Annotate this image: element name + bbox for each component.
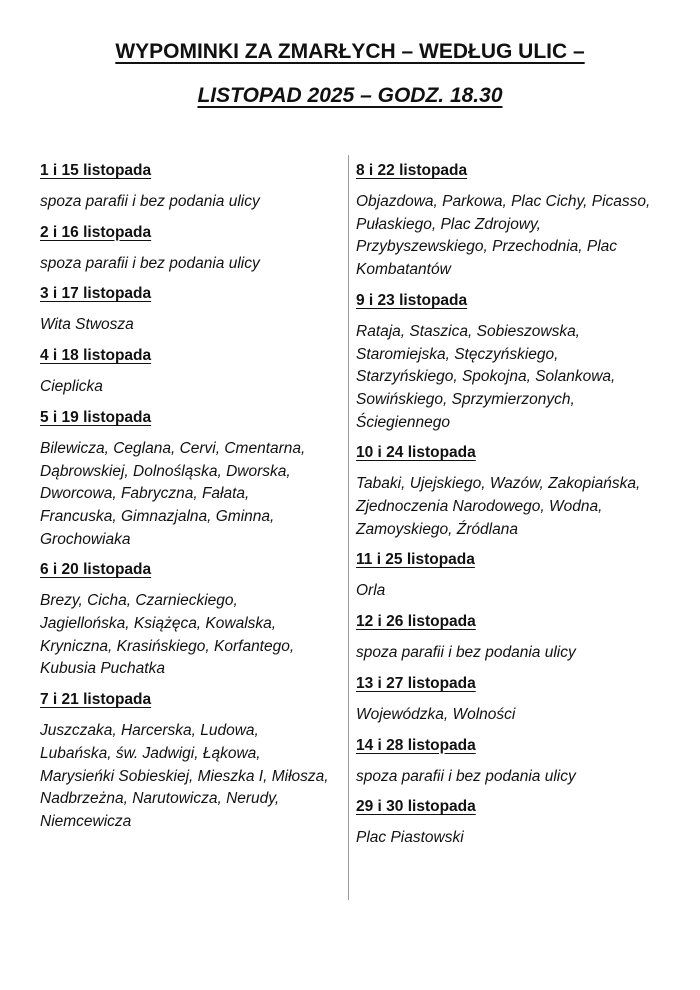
entry-date: 9 i 23 listopada: [356, 291, 468, 309]
schedule-entry: [356, 673, 656, 727]
left-column: [40, 160, 330, 842]
entry-streets: spoza parafii i bez podania ulicy: [40, 254, 260, 272]
page-title: [0, 30, 700, 118]
entry-date: 12 i 26 listopada: [356, 613, 476, 631]
schedule-entry: [356, 735, 656, 789]
schedule-entry: [40, 222, 330, 276]
entry-streets: Orla: [356, 582, 386, 600]
schedule-entry: [40, 407, 330, 552]
column-divider: [348, 155, 349, 900]
entry-streets: Juszczaka, Harcerska, Ludowa, Lubańska, św. Jadwigi, Łąkowa, Marysieńki Sobieskiej, Mieszka I, Miłosza, Nadbrzeżna, Narutowicza, Nerudy, Niemcewicza: [40, 722, 329, 830]
title-line-1: WYPOMINKI ZA ZMARŁYCH – WEDŁUG ULIC –: [115, 40, 585, 63]
entry-date: 10 i 24 listopada: [356, 444, 476, 462]
entry-streets: Objazdowa, Parkowa, Plac Cichy, Picasso, Pułaskiego, Plac Zdrojowy, Przybyszewskiego, Przechodnia, Plac Kombatantów: [356, 193, 651, 279]
entry-date: 13 i 27 listopada: [356, 674, 476, 692]
title-line-2: LISTOPAD 2025 – GODZ. 18.30: [197, 84, 503, 107]
entry-date: 5 i 19 listopada: [40, 408, 152, 426]
schedule-entry: [40, 283, 330, 337]
schedule-entry: [40, 689, 330, 834]
schedule-entry: [356, 442, 656, 541]
entry-date: 2 i 16 listopada: [40, 223, 152, 241]
schedule-entry: [40, 160, 330, 214]
schedule-entry: [40, 559, 330, 681]
entry-date: 29 i 30 listopada: [356, 798, 476, 816]
right-column: [356, 160, 656, 858]
entry-streets: Tabaki, Ujejskiego, Wazów, Zakopiańska, Zjednoczenia Narodowego, Wodna, Zamoyskiego, Źródlana: [356, 475, 641, 538]
entry-date: 4 i 18 listopada: [40, 347, 152, 365]
entry-streets: Brezy, Cicha, Czarnieckiego, Jagiellońska, Książęca, Kowalska, Kryniczna, Krasińskiego, Korfantego, Kubusia Puchatka: [40, 592, 295, 678]
entry-streets: Wita Stwosza: [40, 316, 134, 334]
entry-date: 11 i 25 listopada: [356, 551, 475, 569]
entry-streets: Cieplicka: [40, 378, 103, 396]
schedule-entry: [356, 549, 656, 603]
schedule-entry: [356, 160, 656, 282]
schedule-entry: [40, 345, 330, 399]
schedule-entry: [356, 611, 656, 665]
schedule-entry: [356, 290, 656, 435]
entry-date: 8 i 22 listopada: [356, 162, 468, 179]
entry-date: 6 i 20 listopada: [40, 561, 152, 579]
schedule-entry: [356, 796, 656, 850]
entry-streets: Rataja, Staszica, Sobieszowska, Staromiejska, Stęczyńskiego, Starzyńskiego, Spokojna, Solankowa, Sowińskiego, Sprzymierzonych, Ściegiennego: [356, 322, 616, 431]
entry-streets: spoza parafii i bez podania ulicy: [356, 767, 576, 785]
entry-streets: spoza parafii i bez podania ulicy: [356, 644, 576, 662]
entry-streets: Wojewódzka, Wolności: [356, 705, 516, 723]
entry-date: 7 i 21 listopada: [40, 691, 152, 709]
entry-date: 1 i 15 listopada: [40, 162, 152, 179]
entry-streets: spoza parafii i bez podania ulicy: [40, 193, 260, 210]
entry-date: 14 i 28 listopada: [356, 736, 476, 754]
entry-date: 3 i 17 listopada: [40, 285, 152, 303]
entry-streets: Plac Piastowski: [356, 829, 464, 847]
entry-streets: Bilewicza, Ceglana, Cervi, Cmentarna, Dąbrowskiej, Dolnośląska, Dworska, Dworcowa, Fabryczna, Fałata, Francuska, Gimnazjalna, Gminna, Grochowiaka: [40, 439, 306, 548]
